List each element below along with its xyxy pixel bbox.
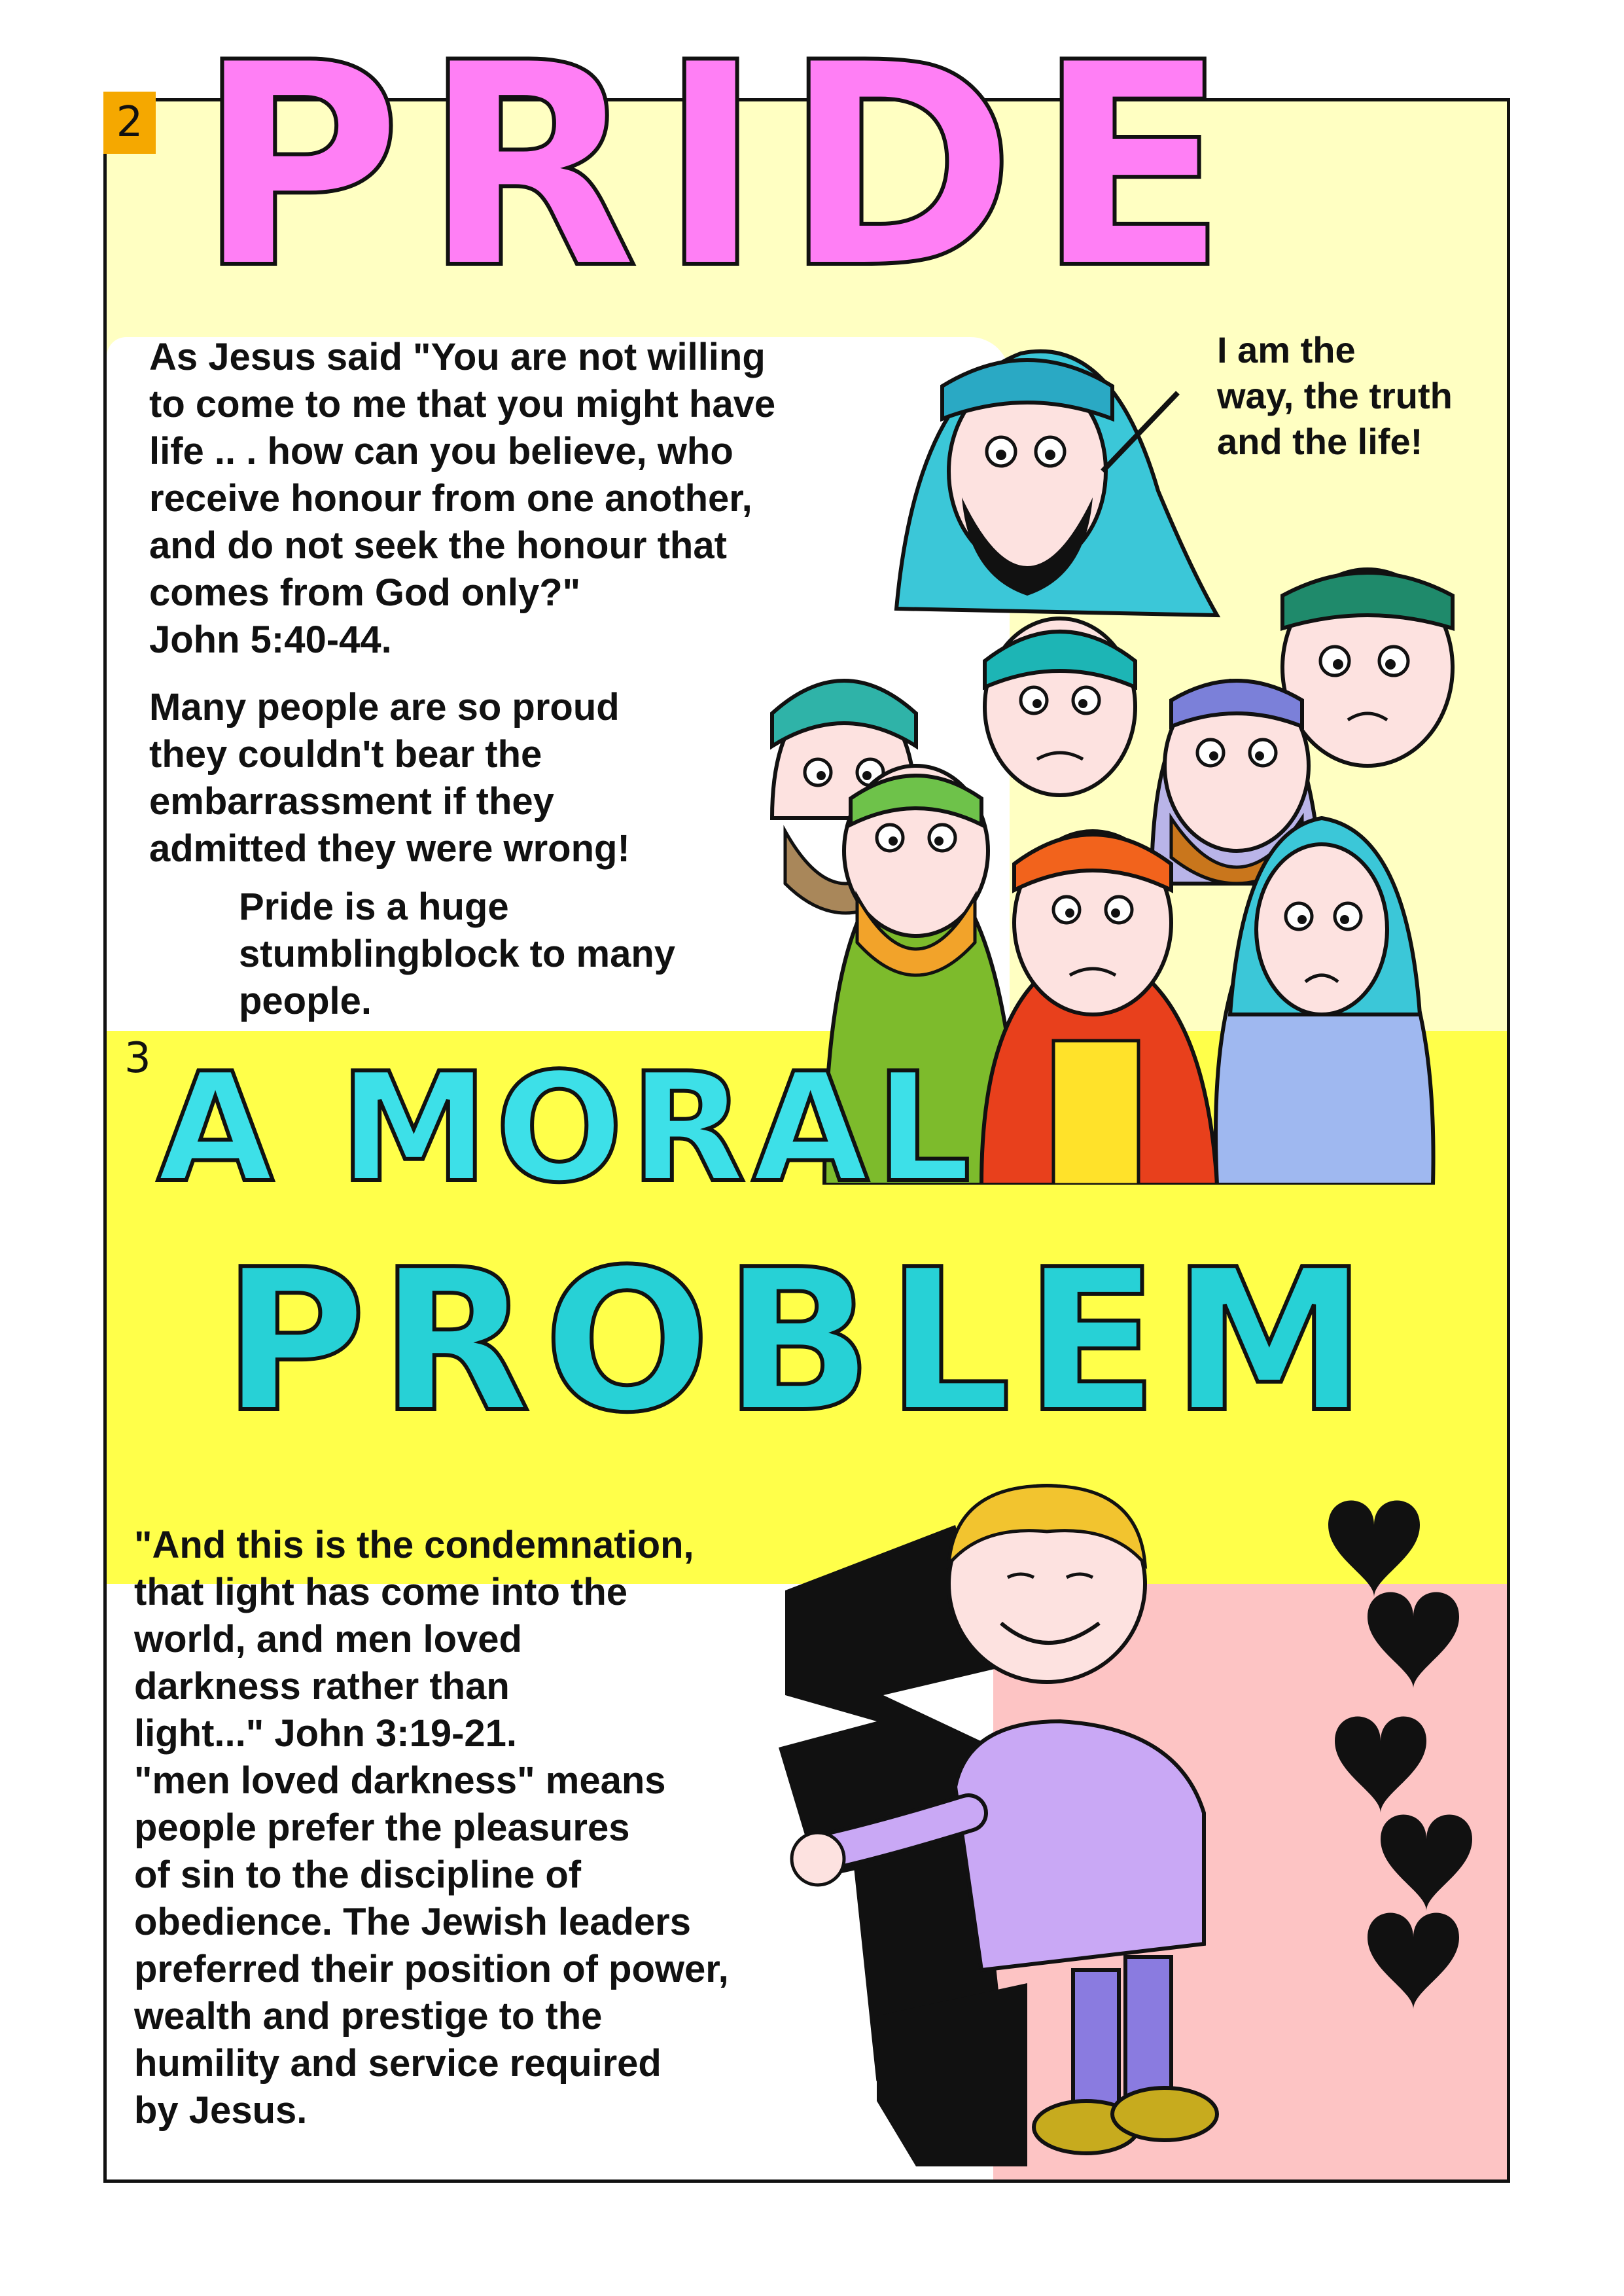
boy-hugging-sin-illustration — [720, 1473, 1511, 2179]
moral-quote: "And this is the condemnation, that light has come into the world, and men loved darkness rather than light..." John 3:19-21. "men loved darkness" means people prefer the pleasures of sin to the discipline of obedience. The Jewish leaders preferred their position of power, wealth and prestige to the humility and service required by Jesus. — [134, 1524, 729, 2132]
moral-title-line1: A MORAL — [157, 1041, 978, 1216]
pride-quote: As Jesus said "You are not willing to come to me that you might have life .. . how can you believe, who receive honour from one another, and do not seek the honour that comes from God only?" John 5:40-44. — [149, 336, 776, 661]
heart-icon — [1368, 1913, 1459, 2010]
page-number-3: 3 — [124, 1034, 151, 1083]
speech-bubble-text: I am the way, the truth and the life! — [1217, 329, 1453, 462]
page-number-2: 2 — [103, 92, 156, 154]
angry-man-green-cap — [985, 619, 1135, 795]
heart-icon — [1368, 1592, 1459, 1689]
heart-icon — [1335, 1717, 1426, 1814]
jesus-figure — [896, 351, 1217, 615]
moral-title-line2: PROBLEM — [222, 1227, 1381, 1456]
heart-icon — [1328, 1501, 1420, 1598]
angry-man-top-right — [1282, 569, 1453, 766]
stumbling-text: Pride is a huge stumblingblock to many people. — [239, 886, 676, 1022]
heart-icons — [1328, 1501, 1472, 2010]
proud-text: Many people are so proud they couldn't bear the embarrassment if they admitted they were wrong! — [149, 686, 630, 870]
pride-title: PRIDE — [196, 3, 1248, 331]
heart-icon — [1381, 1815, 1472, 1912]
